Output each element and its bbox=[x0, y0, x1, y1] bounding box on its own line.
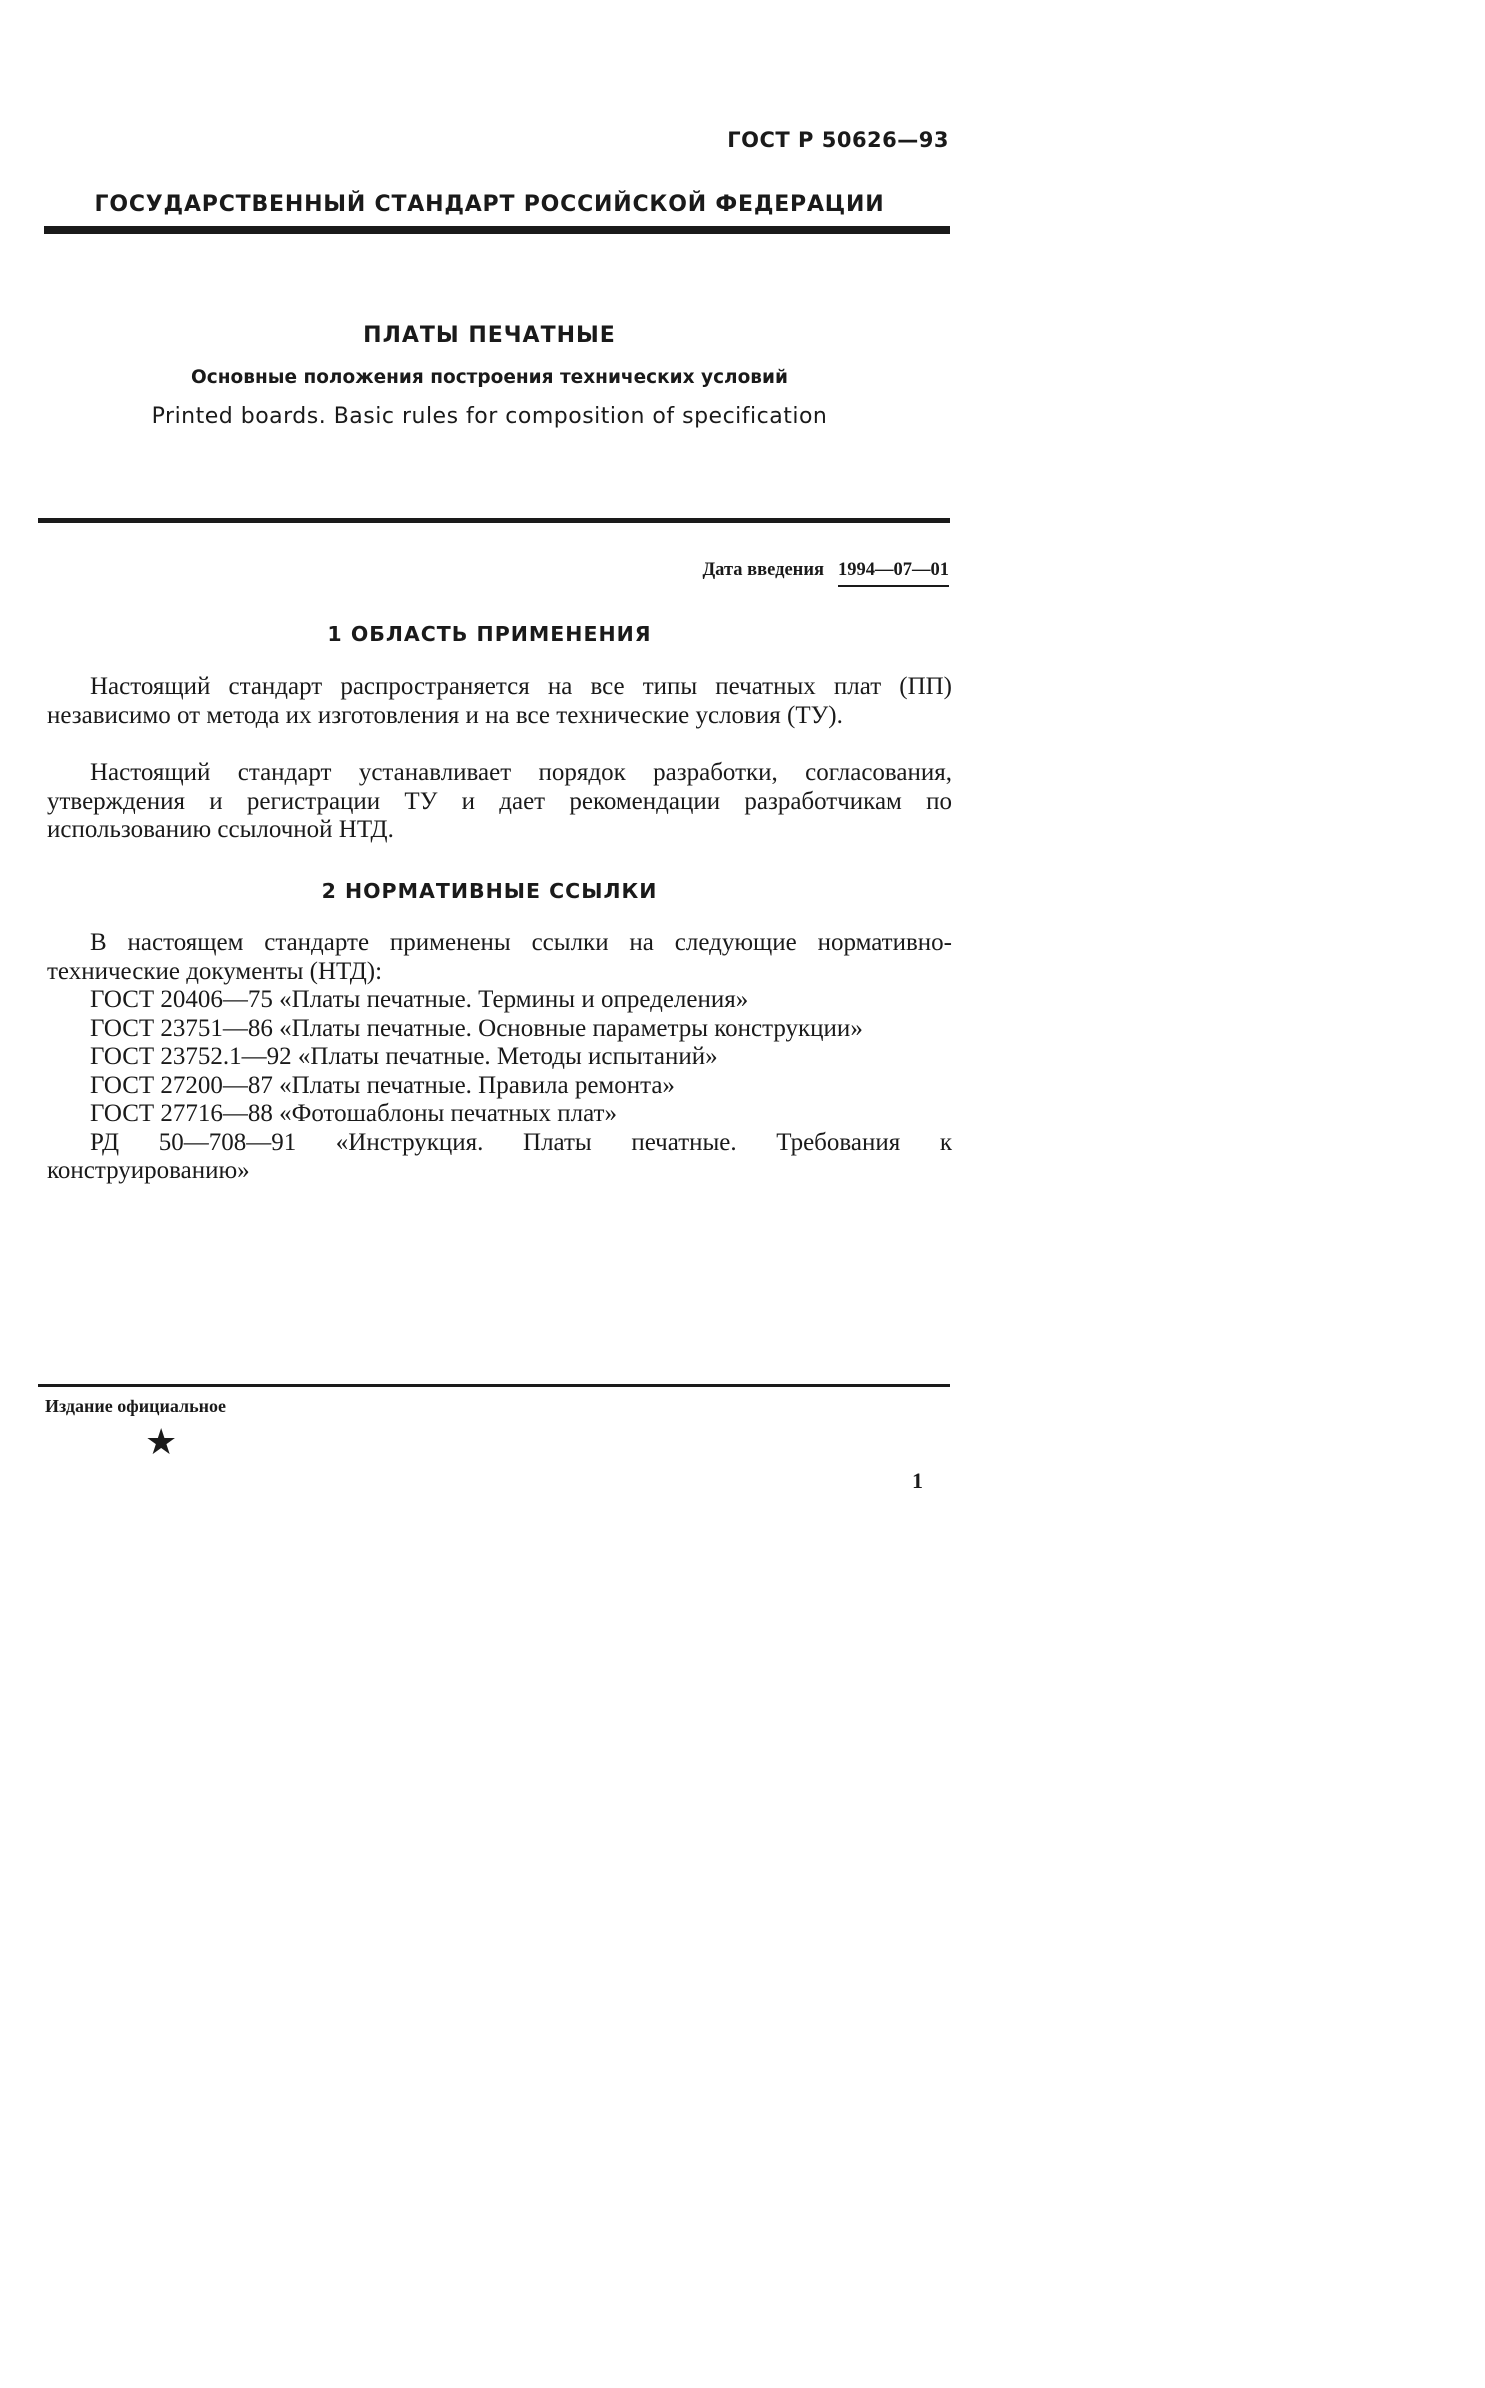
reference-item: ГОСТ 23752.1—92 «Платы печатные. Методы испытаний» bbox=[90, 1043, 718, 1070]
reference-item: ГОСТ 20406—75 «Платы печатные. Термины и определения» bbox=[90, 986, 749, 1013]
state-standard-header: ГОСУДАРСТВЕННЫЙ СТАНДАРТ РОССИЙСКОЙ ФЕДЕРАЦИИ bbox=[94, 192, 885, 217]
section-heading: 1 ОБЛАСТЬ ПРИМЕНЕНИЯ bbox=[327, 622, 652, 646]
page-number: 1 bbox=[912, 1468, 923, 1493]
document-code: ГОСТ Р 50626—93 bbox=[727, 128, 949, 152]
reference-item: ГОСТ 27200—87 «Платы печатные. Правила ремонта» bbox=[90, 1071, 675, 1099]
references-list bbox=[47, 986, 952, 1186]
document-subtitle-ru: Основные положения построения технических условий bbox=[191, 367, 788, 388]
reference-item: ГОСТ 27716—88 «Фотошаблоны печатных плат» bbox=[90, 1100, 617, 1127]
document-title: ПЛАТЫ ПЕЧАТНЫЕ bbox=[363, 323, 616, 348]
section-heading: 2 НОРМАТИВНЫЕ ССЫЛКИ bbox=[321, 879, 658, 903]
footer-divider bbox=[38, 1384, 950, 1387]
star-icon: ★ bbox=[145, 1422, 178, 1463]
intro-date-label: Дата введения bbox=[702, 560, 824, 580]
reference-item: РД 50—708—91 «Инструкция. Платы печатные. Требования к конструированию» bbox=[47, 1128, 952, 1184]
intro-date-value: 1994—07—01 bbox=[838, 560, 949, 587]
title-divider bbox=[38, 518, 950, 523]
scope-paragraph: Настоящий стандарт распространяется на все типы печатных плат (ПП) независимо от метода их изготовления и на все технические условия (ТУ). bbox=[47, 673, 952, 729]
document-subtitle-en: Printed boards. Basic rules for composition of specification bbox=[151, 404, 828, 429]
intro-date bbox=[702, 560, 949, 587]
header-divider bbox=[44, 226, 950, 234]
official-edition-label: Издание официальное bbox=[45, 1396, 226, 1416]
references-intro: В настоящем стандарте применены ссылки на следующие нормативно-технические документы (НТД): bbox=[47, 929, 952, 985]
scope-paragraph: Настоящий стандарт устанавливает порядок разработки, согласования, утверждения и регистрации ТУ и дает рекомендации разработчикам по использованию ссылочной НТД. bbox=[47, 759, 952, 843]
reference-item: ГОСТ 23751—86 «Платы печатные. Основные параметры конструкции» bbox=[90, 1014, 863, 1042]
